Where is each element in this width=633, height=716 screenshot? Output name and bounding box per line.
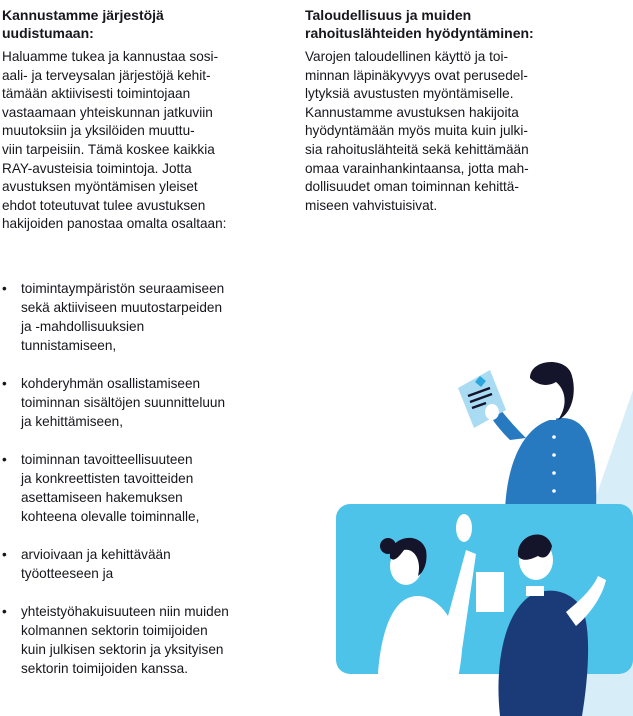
list-item: • kohderyhmän osallistamiseen toiminnan sisältöjen suunnitteluun ja kehittämiseen, [2, 376, 226, 429]
left-heading: Kannustamme järjestöjä uudistumaan: [2, 7, 164, 41]
bullet-icon: • [2, 281, 7, 296]
shirt-button [552, 471, 556, 475]
standing-person-figure [458, 362, 596, 510]
shirt-button [552, 435, 556, 439]
bullet-list [2, 279, 292, 697]
list-item: • toimintaympäristön seuraamiseen sekä aktiiviseen muutostarpeiden ja -mahdollisuuksien tunnistamiseen, [2, 281, 225, 353]
list-item: • yhteistyöhakuisuuteen niin muiden kolmannen sektorin toimijoiden kuin julkisen sektorin ja yksityisen sektorin toimijoiden kanssa. [2, 604, 229, 676]
left-column [2, 6, 292, 234]
right-heading: Taloudellisuus ja muiden rahoituslähteiden hyödyntäminen: [305, 7, 534, 41]
left-paragraph: Haluamme tukea ja kannustaa sosi- aali- ja terveysalan järjestöjä kehit- tämään aktiivisesti toimintojaan vastaamaan yhteiskunnan jatkuviin muutoksiin ja yksilöiden muuttu- viin tarpeisiin. Tämä koskee kaikkia RAY-avusteisia toimintoja. Jotta avustuksen myöntämisen yleiset ehdot toteutuvat tulee avustuksen hakijoiden panostaa omalta osaltaan: [2, 49, 227, 232]
seated-woman-bun [380, 538, 396, 554]
list-item: • arvioivaan ja kehittävään työotteeseen ja [2, 547, 171, 581]
bullet-icon: • [2, 376, 7, 391]
seated-man-collar [526, 586, 544, 596]
shirt-button [552, 453, 556, 457]
seated-woman-hand [456, 514, 472, 542]
bullet-icon: • [2, 547, 7, 562]
table-paper [476, 572, 504, 612]
bullet-icon: • [2, 452, 7, 467]
meeting-illustration [330, 350, 633, 716]
shirt-button [552, 489, 556, 493]
list-item: • toiminnan tavoitteellisuuteen ja konkreettisten tavoitteiden asettamiseen hakemuksen kohteena olevalle toiminnalle, [2, 452, 200, 524]
right-paragraph: Varojen taloudellinen käyttö ja toi- minnan läpinäkyvyys ovat perusedel- lytyksiä avustusten myöntämiselle. Kannustamme avustuksen hakijoita hyödyntämään myös muita kuin julki- sia rahoituslähteitä sekä kehittämään omaa varainhankintaansa, jotta mah- dollisuudet oman toiminnan kehittä- miseen vahvistuisivat. [305, 49, 529, 213]
bullet-icon: • [2, 604, 7, 619]
standing-person-hand [485, 404, 499, 420]
right-column [305, 6, 625, 215]
